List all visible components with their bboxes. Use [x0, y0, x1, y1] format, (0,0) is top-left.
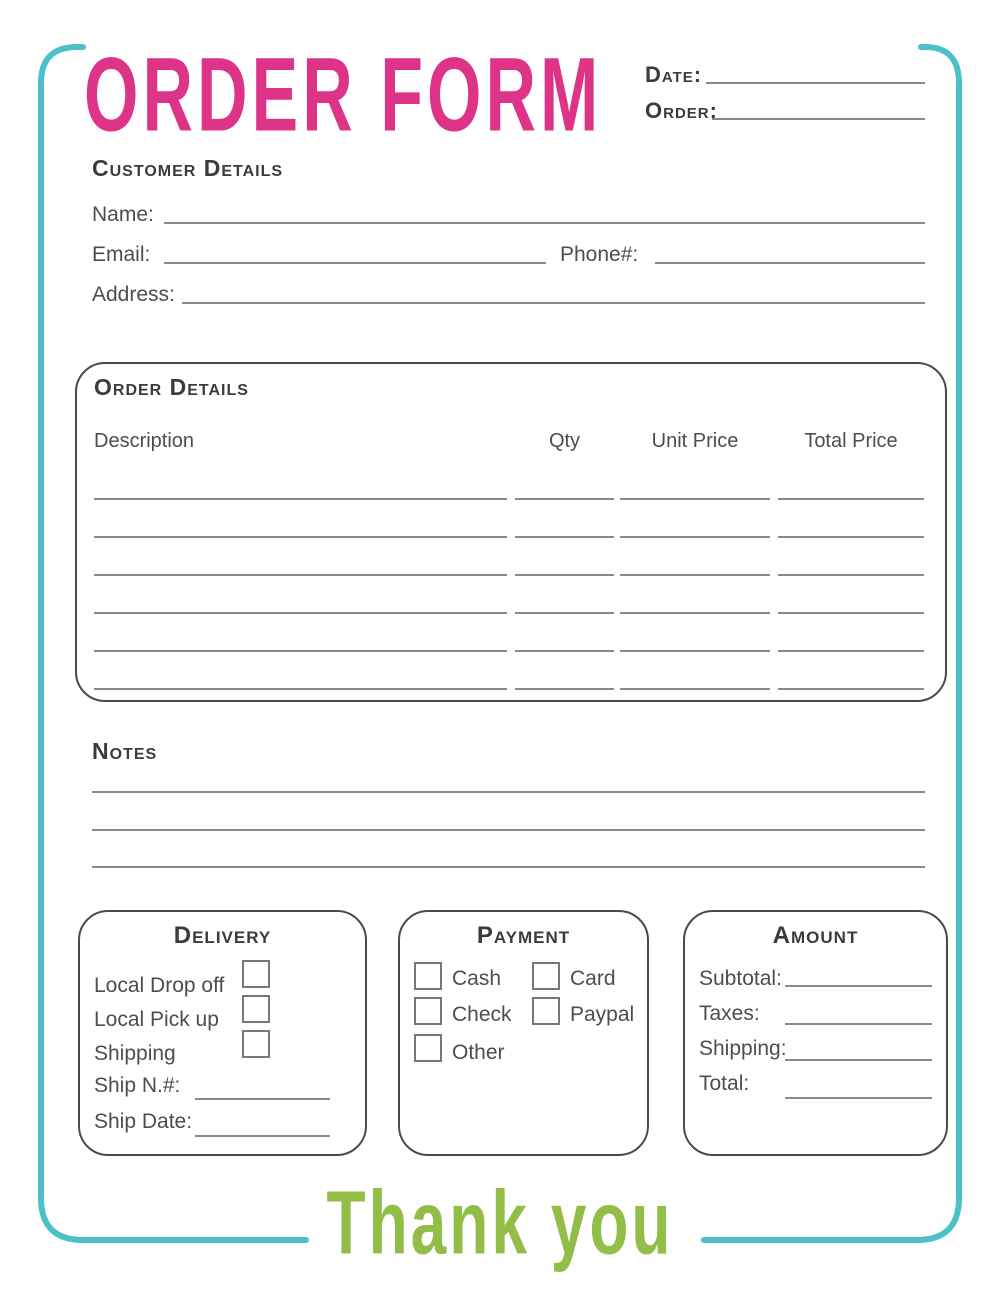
order-row-description-line[interactable] [94, 572, 507, 576]
order-row [94, 496, 924, 500]
order-row-unit-price-line[interactable] [620, 496, 770, 500]
ship-number-label: Ship N.#: [94, 1074, 181, 1097]
notes-line[interactable] [92, 829, 925, 831]
column-header-total-price: Total Price [804, 430, 898, 452]
email-blank-line[interactable] [164, 262, 546, 264]
paypal-label: Paypal [570, 1003, 635, 1026]
order-row-total-price-line[interactable] [778, 534, 924, 538]
column-header-unit-price: Unit Price [651, 430, 739, 452]
order-row-qty-line[interactable] [515, 496, 614, 500]
check-label: Check [452, 1003, 512, 1026]
ship-number-blank-line[interactable] [195, 1098, 330, 1100]
date-label: Date: [645, 62, 703, 87]
order-row [94, 572, 924, 576]
local-pick-up-label: Local Pick up [94, 1008, 219, 1031]
delivery-heading: Delivery [173, 922, 272, 949]
customer-details-heading: Customer Details [92, 155, 284, 181]
order-row-unit-price-line[interactable] [620, 686, 770, 690]
subtotal-label: Subtotal: [699, 967, 782, 990]
order-row-qty-line[interactable] [515, 648, 614, 652]
total-label: Total: [699, 1072, 750, 1095]
notes-heading: Notes [92, 738, 158, 764]
subtotal-blank-line[interactable] [785, 985, 932, 987]
page-title: ORDER FORM [84, 36, 603, 153]
payment-box [398, 910, 649, 1156]
order-row [94, 648, 924, 652]
order-row-total-price-line[interactable] [778, 648, 924, 652]
phone-blank-line[interactable] [655, 262, 925, 264]
order-row-unit-price-line[interactable] [620, 610, 770, 614]
amount-box [683, 910, 948, 1156]
order-row-qty-line[interactable] [515, 572, 614, 576]
order-row [94, 686, 924, 690]
order-row-total-price-line[interactable] [778, 610, 924, 614]
shipping-cost-label: Shipping: [699, 1037, 787, 1060]
order-row-qty-line[interactable] [515, 686, 614, 690]
thank-you-message [0, 1172, 1000, 1274]
order-row [94, 534, 924, 538]
order-row-description-line[interactable] [94, 648, 507, 652]
amount-heading: Amount [772, 922, 859, 949]
order-details-box [75, 362, 947, 702]
date-blank-line[interactable] [706, 82, 925, 84]
cash-label: Cash [452, 967, 502, 990]
order-row-total-price-line[interactable] [778, 572, 924, 576]
address-blank-line[interactable] [182, 302, 925, 304]
order-row-qty-line[interactable] [515, 534, 614, 538]
order-row-unit-price-line[interactable] [620, 648, 770, 652]
notes-line[interactable] [92, 791, 925, 793]
check-checkbox[interactable] [414, 997, 442, 1025]
order-row-description-line[interactable] [94, 610, 507, 614]
email-label: Email: [92, 243, 151, 266]
ship-date-label: Ship Date: [94, 1110, 193, 1133]
order-row-unit-price-line[interactable] [620, 572, 770, 576]
order-row-description-line[interactable] [94, 686, 507, 690]
address-label: Address: [92, 283, 175, 306]
other-label: Other [452, 1041, 505, 1064]
card-label: Card [570, 967, 616, 990]
local-pick-up-checkbox[interactable] [242, 995, 270, 1023]
order-row-description-line[interactable] [94, 496, 507, 500]
other-checkbox[interactable] [414, 1034, 442, 1062]
total-blank-line[interactable] [785, 1097, 932, 1099]
shipping-blank-line[interactable] [785, 1059, 932, 1061]
order-row-unit-price-line[interactable] [620, 534, 770, 538]
cash-checkbox[interactable] [414, 962, 442, 990]
thank-you-text: Thank you [326, 1172, 674, 1274]
taxes-label: Taxes: [699, 1002, 760, 1025]
notes-line[interactable] [92, 866, 925, 868]
paypal-checkbox[interactable] [532, 997, 560, 1025]
order-number-label: Order: [645, 98, 718, 123]
order-row-description-line[interactable] [94, 534, 507, 538]
taxes-blank-line[interactable] [785, 1023, 932, 1025]
name-label: Name: [92, 203, 154, 226]
local-drop-off-label: Local Drop off [94, 974, 225, 997]
delivery-box [78, 910, 367, 1156]
column-header-qty: Qty [548, 430, 581, 452]
order-row-total-price-line[interactable] [778, 686, 924, 690]
phone-label: Phone#: [560, 243, 639, 266]
shipping-checkbox[interactable] [242, 1030, 270, 1058]
order-number-blank-line[interactable] [712, 118, 925, 120]
column-header-description: Description [94, 430, 195, 452]
ship-date-blank-line[interactable] [195, 1135, 330, 1137]
local-drop-off-checkbox[interactable] [242, 960, 270, 988]
order-details-heading: Order Details [94, 374, 249, 400]
order-row [94, 610, 924, 614]
card-checkbox[interactable] [532, 962, 560, 990]
payment-heading: Payment [476, 922, 571, 949]
order-row-qty-line[interactable] [515, 610, 614, 614]
shipping-option-label: Shipping [94, 1042, 176, 1065]
name-blank-line[interactable] [164, 222, 925, 224]
order-row-total-price-line[interactable] [778, 496, 924, 500]
